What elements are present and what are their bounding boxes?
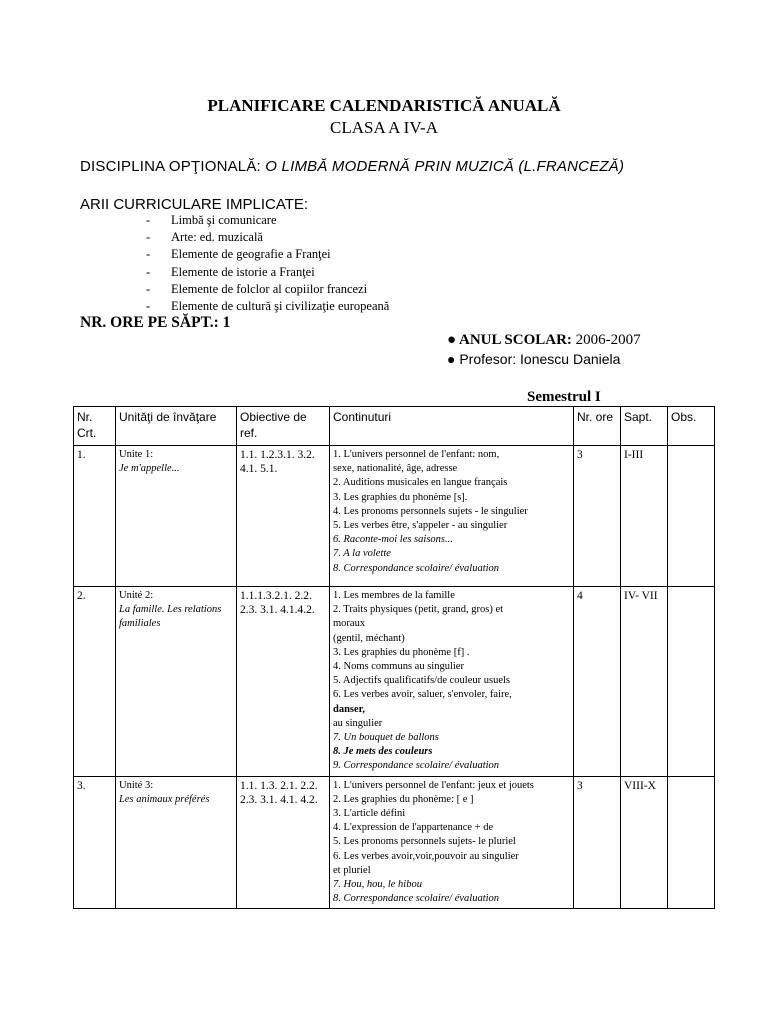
unit-label: Unité 2:: [119, 590, 154, 601]
content-line: 2. Les graphies du phonème: [ e ]: [333, 793, 474, 805]
content-line: sexe, nationalité, âge, adresse: [333, 463, 458, 475]
row-unit: [116, 587, 237, 777]
document-subtitle: CLASA A IV-A: [329, 118, 438, 137]
list-item: - Elemente de folclor al copiilor francezi: [146, 281, 389, 298]
row-ore: 3: [574, 446, 621, 587]
unit-name: La famille. Les relations familiales: [119, 604, 222, 630]
disciplina-value: O LIMBĂ MODERNĂ PRIN MUZICĂ (L.FRANCEZĂ): [265, 158, 625, 175]
list-item: - Arte: ed. muzicală: [146, 229, 389, 246]
content-line: 1. Les membres de la famille: [333, 590, 455, 601]
row-obs: [668, 587, 715, 777]
arii-label: ARII CURRICULARE IMPLICATE:: [80, 196, 309, 213]
anul-scolar: [447, 332, 641, 349]
row-ore: 4: [574, 587, 621, 777]
row-obs: [668, 446, 715, 587]
table-row: [74, 587, 715, 777]
header-unitati: Unităţi de învăţare: [116, 407, 237, 446]
table-header-row: [74, 407, 715, 446]
disciplina-label: DISCIPLINA OPŢIONALĂ:: [80, 158, 261, 175]
anul-value: 2006-2007: [575, 332, 641, 348]
row-sapt: I-III: [621, 446, 668, 587]
content-line: 4. Les pronoms personnels sujets - le singulier: [333, 505, 528, 517]
anul-label: ● ANUL SCOLAR:: [447, 332, 572, 348]
row-unit: [116, 446, 237, 587]
disciplina-line: [80, 158, 624, 175]
content-line: 2. Auditions musicales en langue français: [333, 477, 508, 489]
row-obiective: 1.1. 1.3. 2.1. 2.2. 2.3. 3.1. 4.1. 4.2.: [237, 776, 330, 909]
row-ore: 3: [574, 776, 621, 909]
content-line: 1. L'univers personnel de l'enfant: jeux et jouets: [333, 779, 534, 791]
content-line: 2. Traits physiques (petit, grand, gros) et: [333, 604, 504, 616]
row-obiective: 1.1.1.3.2.1. 2.2. 2.3. 3.1. 4.1.4.2.: [237, 587, 330, 777]
content-line: 4. Noms communs au singulier: [333, 661, 464, 673]
content-line: moraux: [333, 618, 366, 630]
row-continut: [330, 446, 574, 587]
unit-label: Unite 1:: [119, 449, 154, 460]
list-item: - Limbă şi comunicare: [146, 212, 389, 229]
row-sapt: VIII-X: [621, 776, 668, 909]
content-line: 5. Adjectifs qualificatifs/de couleur usuels: [333, 675, 510, 687]
header-obs: Obs.: [668, 407, 715, 446]
row-nr: 1.: [74, 446, 116, 587]
header-obiective: Obiective de ref.: [237, 407, 330, 446]
row-obs: [668, 776, 715, 909]
content-line: 1. L'univers personnel de l'enfant: nom,: [333, 449, 500, 460]
table-row: [74, 776, 715, 909]
row-continut: [330, 587, 574, 777]
arii-list: [146, 212, 389, 315]
semestru-heading: Semestrul I: [527, 389, 601, 405]
row-nr: 3.: [74, 776, 116, 909]
content-line: 7. Un bouquet de ballons: [333, 732, 439, 744]
content-line: 3. Les graphies du phonème [f] .: [333, 646, 470, 658]
content-line: 4. L'expression de l'appartenance + de: [333, 822, 494, 834]
row-obiective: 1.1. 1.2.3.1. 3.2. 4.1. 5.1.: [237, 446, 330, 587]
content-line: 6. Les verbes avoir,voir,pouvoir au singulier: [333, 850, 519, 862]
content-line: 7. Hou, hou, le hibou: [333, 879, 422, 891]
list-item: - Elemente de geografie a Franţei: [146, 246, 389, 263]
content-line: 6. Les verbes avoir, saluer, s'envoler, faire,: [333, 689, 512, 701]
content-line: 6. Raconte-moi les saisons...: [333, 534, 453, 546]
content-line: 7. A la volette: [333, 548, 391, 560]
table-row: [74, 446, 715, 587]
document-title: PLANIFICARE CALENDARISTICĂ ANUALĂ: [207, 96, 561, 115]
header-nr: Nr. Crt.: [74, 407, 116, 446]
content-line: au singulier: [333, 717, 383, 729]
content-line: et pluriel: [333, 864, 371, 876]
header-sapt: Sapt.: [621, 407, 668, 446]
header-nr-ore: Nr. ore: [574, 407, 621, 446]
row-unit: [116, 776, 237, 909]
content-line: 5. Les verbes être, s'appeler - au singulier: [333, 520, 508, 532]
unit-label: Unité 3:: [119, 779, 154, 791]
content-line: 8. Je mets des couleurs: [333, 746, 433, 758]
content-line: danser,: [333, 703, 365, 715]
content-line: 8. Correspondance scolaire/ évaluation: [333, 893, 500, 905]
content-line: (gentil, méchant): [333, 632, 405, 644]
row-continut: [330, 776, 574, 909]
list-item: - Elemente de istorie a Franţei: [146, 264, 389, 281]
row-nr: 2.: [74, 587, 116, 777]
row-sapt: IV- VII: [621, 587, 668, 777]
unit-name: Je m'appelle...: [119, 463, 180, 475]
content-line: 3. L'article défini: [333, 808, 406, 820]
nr-ore: NR. ORE PE SĂPT.: 1: [80, 314, 231, 331]
header-continuturi: Continuturi: [330, 407, 574, 446]
profesor: ● Profesor: Ionescu Daniela: [447, 351, 621, 367]
list-item: - Elemente de cultură şi civilizaţie europeană: [146, 298, 389, 315]
content-line: 8. Correspondance scolaire/ évaluation: [333, 562, 500, 574]
content-line: 3. Les graphies du phonème [s].: [333, 491, 468, 503]
content-line: 5. Les pronoms personnels sujets- le pluriel: [333, 836, 516, 848]
content-line: 9. Correspondance scolaire/ évaluation: [333, 760, 500, 772]
planning-table: [73, 406, 715, 909]
unit-name: Les animaux préférés: [119, 793, 210, 805]
